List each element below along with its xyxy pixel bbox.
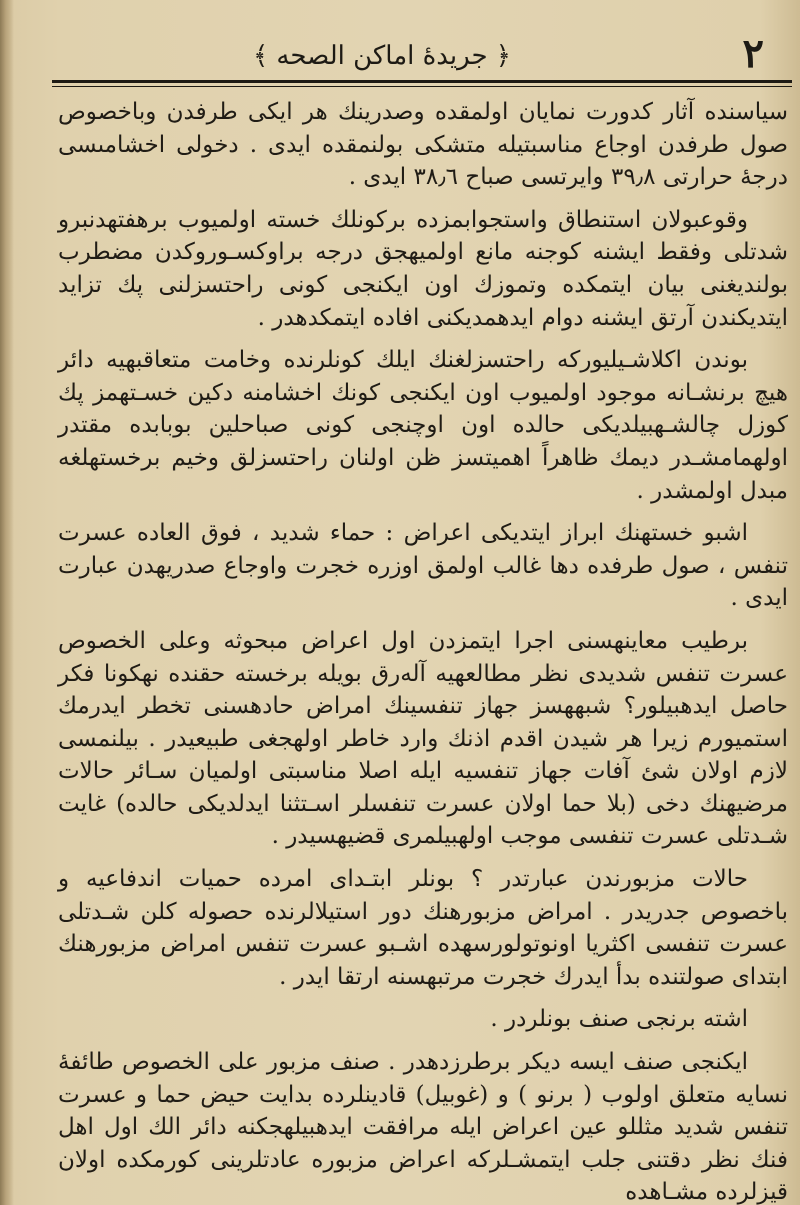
paragraph: برطيب معاينهسنى اجرا ايتمزدن اول اعراض مبحوثه وعلى الخصوص عسرت تنفس شديدى نظر مطالعهيه آلەرق بويله برخسته حقنده نهكونا فكر حاصل ايدهبيلور؟ شبههسز جهاز تنفسينك امراض حادهسنى تخطر ايدرمك استميورم زيرا هر شيدن اقدم اذنك وارد خاطر اولهجغى طبيعيدر . بيلنمسى لازم اولان شئ آفات جهاز تنفسيه ايله اصلا مناسبتى اولميان سـائر حالات مرضيهنك دخى (بلا حما اولان عسرت تنفسلر اسـتثنا ايدلديكى حالده) غايت شـدتلى عسرت تنفسى موجب اولهبيلمرى قضيهسيدر . [58,627,788,850]
header-rule-thick [52,80,792,83]
paragraph: اشته برنجى صنف بونلردر . [490,1006,748,1033]
paragraph: اشبو خستهنك ابراز ايتديكى اعراض : حماء شديد ، فوق العاده عسرت تنفس ، صول طرفده دها غالب اولمق اوزره خجرت واوجاع صدريهدن عبارت ايدى . [58,520,788,612]
page-number: ٢ [742,30,764,77]
header-rule-thin [52,86,792,87]
paragraph: حالات مزبورندن عبارتدر ؟ بونلر ابتـداى امرده حميات اندفاعيه و باخصوص جدريدر . امراض مزبورهنك دور استيلالرنده حصوله كلن شـدتلى عسرت تنفسى اكثريا اونوتولورسهده اشـبو عسرت تنفس امراض مزبورهنك ابتداى صولتنده بدأ ايدرك خجرت مرتبهسنه ارتقا ايدر . [58,866,788,990]
paragraph: وقوعبولان استنطاق واستجوابمزده بركونلك خسته اولميوب برهفتهدنبرو شدتلى وفقط ايشنه كوجنه مانع اولميهجق درجه براوكسـوروكدن مضطرب بولنديغنى بيان ايتمكده وتموزك اون ايكنجى كونى راحتسزلنى پك تزايد ايتديكندن آرتق ايشنه دوام ايدهمديكنى افاده ايتمكدهدر . [58,206,788,331]
running-title: ﴿ جريدهٔ اماكن الصحه ﴾ [252,41,512,71]
page-header [52,28,792,80]
page-edge-shadow [0,0,14,1205]
paragraph: سياسنده آثار كدورت نمايان اولمقده وصدرينك هر ايكى طرفدن وباخصوص صول طرفدن اوجاع مناسبتيله متشكى بولنمقده ايدى . دخولى اخشامىسى درجهٔ حرارتى ٣٩٫٨ وايرتسى صباح ٣٨٫٦ ايدى . [58,99,788,191]
body-text [58,96,788,1205]
paragraph: بوندن اكلاشـيليوركه راحتسزلغنك ايلك كونلرنده وخامت متعاقبهيه دائر هيچ برنشـانه موجود اولميوب اون ايكنجى كونك اخشامنه دكين خسـتهمز پك كوزل چالشـهبيلديكى حالده اون اوچنجى كونى صباحلين بوبابده مقتدر اولهمامشـدر ديمك ظاهراً اهميتسز ظن اولنان راحتسزلق وخيم برخستهلغه مبدل اولمشدر . [58,347,788,504]
paragraph: ايكنجى صنف ايسه ديكر برطرزدهدر . صنف مزبور على الخصوص طائفهٔ نسايه متعلق اولوب ( برنو ) و (غوبيل) قادينلرده بدايت حيض حما و عسرت تنفس شديد مثللو عين اعراض ايله مرافقت ايدهبيلهجكنه دائر الك اول اهل فنك نظر دقتنى جلب ايتمشـلركه اعراض مزبوره عادتلرينى كورمكده اولان قيزلرده مشـاهده [58,1049,788,1205]
